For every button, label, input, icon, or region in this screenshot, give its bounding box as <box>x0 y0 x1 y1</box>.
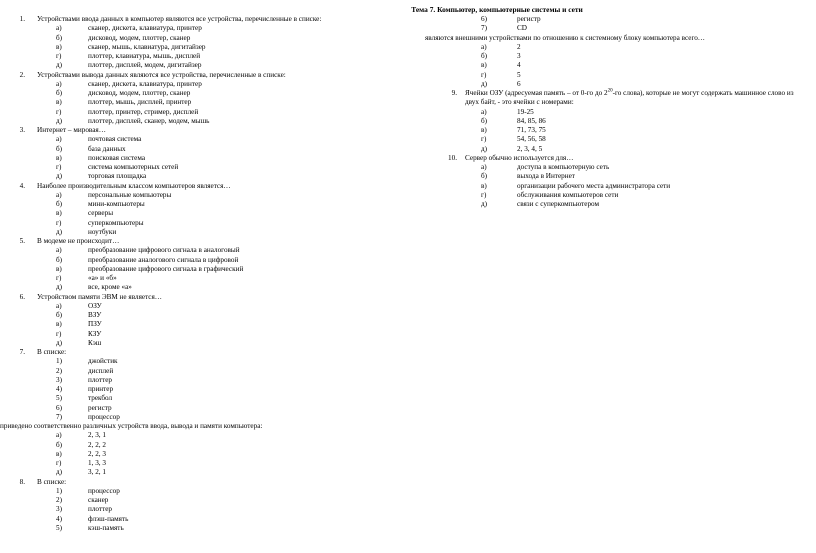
option-letter: б) <box>56 255 63 264</box>
option-text: «а» и «б» <box>88 274 117 282</box>
option-text: ВЗУ <box>88 311 102 319</box>
option-letter: а) <box>56 431 62 440</box>
answer-option <box>0 191 420 200</box>
option-text: дисплей <box>88 366 114 375</box>
right-column <box>425 15 816 209</box>
option-letter: д) <box>56 338 63 347</box>
option-text: ноутбуки <box>88 227 117 236</box>
option-letter: г) <box>56 274 62 282</box>
answer-option <box>425 52 816 61</box>
question-row <box>0 237 420 246</box>
option-letter: г) <box>56 218 62 227</box>
option-letter: в) <box>56 264 62 273</box>
option-letter: д) <box>56 468 63 477</box>
option-letter: а) <box>56 190 62 199</box>
question-number: 6. <box>19 292 25 301</box>
option-text: сканер, мышь, клавиатура, дигитайзер <box>88 42 206 51</box>
answer-option <box>425 163 816 172</box>
option-text: плоттер, дисплей, сканер, модем, мышь <box>88 116 210 125</box>
option-text: 2, 3, 4, 5 <box>517 144 543 153</box>
answer-option <box>0 135 420 144</box>
answer-option <box>0 154 420 163</box>
option-letter: 7) <box>56 412 62 421</box>
answer-option <box>0 468 420 477</box>
option-letter: а) <box>56 24 62 33</box>
option-text: 3, 2, 1 <box>88 468 106 477</box>
option-text: дисковод, модем, плоттер, сканер <box>88 89 191 97</box>
option-letter: 3) <box>56 375 62 384</box>
answer-option <box>0 339 420 348</box>
question-number: 7. <box>19 348 25 356</box>
answer-option <box>0 117 420 126</box>
option-text: персональные компьютеры <box>88 190 172 199</box>
answer-option <box>0 283 420 292</box>
option-letter: в) <box>56 320 62 329</box>
question-number: 5. <box>19 237 25 245</box>
option-letter: в) <box>56 449 62 458</box>
question-number: 8. <box>19 477 25 486</box>
option-letter: г) <box>481 70 487 79</box>
answer-option <box>425 145 816 154</box>
answer-option <box>425 191 816 200</box>
option-text: плоттер, клавиатура, мышь, дисплей <box>88 52 201 60</box>
option-text: организации рабочего места администратора сети <box>517 181 671 190</box>
answer-option <box>0 228 420 237</box>
option-letter: а) <box>56 135 62 144</box>
answer-option <box>0 98 420 107</box>
answer-option <box>0 515 420 524</box>
answer-option <box>0 274 420 283</box>
option-letter: г) <box>481 135 487 144</box>
question-number: 10. <box>448 153 457 162</box>
option-letter: д) <box>56 227 63 236</box>
option-letter: а) <box>481 42 487 51</box>
question-number: 2. <box>19 70 25 79</box>
question-row <box>0 478 420 487</box>
option-letter: д) <box>56 116 63 125</box>
option-letter: д) <box>56 61 63 70</box>
option-text: 2, 2, 2 <box>88 440 106 449</box>
answer-option <box>0 61 420 70</box>
option-text: дисковод, модем, плоттер, сканер <box>88 33 191 42</box>
option-text: принтер <box>88 385 114 393</box>
option-letter: в) <box>56 98 62 107</box>
option-text: 2 <box>517 42 521 51</box>
option-letter: в) <box>56 42 62 51</box>
option-text: плоттер, дисплей, модем, дигитайзер <box>88 61 202 70</box>
option-letter: 5) <box>56 394 62 403</box>
option-text: процессор <box>88 412 120 421</box>
option-letter: а) <box>56 79 62 88</box>
answer-option <box>0 413 420 422</box>
answer-option <box>0 200 420 209</box>
option-letter: б) <box>56 200 63 208</box>
answer-option <box>425 126 816 135</box>
option-text: 5 <box>517 70 521 79</box>
option-letter: а) <box>481 163 487 171</box>
option-text: флэш-память <box>88 514 129 523</box>
option-letter: д) <box>481 144 488 153</box>
question-text: Устройствами вывода данных являются все устройства, перечисленные в списке: <box>37 70 286 79</box>
answer-option <box>425 71 816 80</box>
option-text: связи с суперкомпьютером <box>517 200 600 208</box>
option-text: Кэш <box>88 338 102 347</box>
option-letter: б) <box>481 172 488 181</box>
question-row <box>0 71 420 80</box>
answer-option <box>0 265 420 274</box>
option-letter: д) <box>56 172 63 181</box>
option-text: плоттер <box>88 505 112 514</box>
option-letter: г) <box>481 190 487 199</box>
question-row <box>425 89 816 108</box>
answer-option <box>0 496 420 505</box>
left-column <box>0 15 420 533</box>
option-text: сканер, дискета, клавиатура, принтер <box>88 24 202 33</box>
option-text: 71, 73, 75 <box>517 126 546 134</box>
option-letter: 2) <box>56 366 62 375</box>
question-text: Наиболее производительным классом компьютеров является… <box>37 181 231 190</box>
option-letter: б) <box>56 89 63 97</box>
question-row <box>0 182 420 191</box>
option-text: 4 <box>517 61 521 70</box>
option-text: все, кроме «а» <box>88 283 132 292</box>
option-letter: в) <box>56 153 62 162</box>
option-letter: в) <box>481 181 487 190</box>
answer-option <box>0 385 420 394</box>
option-text: суперкомпьютеры <box>88 218 144 227</box>
answer-option <box>0 219 420 228</box>
answer-option <box>425 117 816 126</box>
option-letter: 1) <box>56 486 62 495</box>
option-text: 19-25 <box>517 107 534 116</box>
option-text: кэш-память <box>88 523 124 532</box>
answer-option <box>0 246 420 255</box>
question-text <box>465 89 805 108</box>
question-text-part: -го слова), которые не могут содержать машинное слово из двух байт, - это ячейки с номерами: <box>465 89 794 107</box>
question-text: В списке: <box>37 477 67 486</box>
option-letter: д) <box>481 79 488 88</box>
question-row <box>0 126 420 135</box>
option-text: процессор <box>88 486 120 495</box>
answer-option <box>0 394 420 403</box>
answer-option <box>0 431 420 440</box>
option-letter: б) <box>56 440 63 449</box>
option-text: 6 <box>517 79 521 88</box>
question-number: 9. <box>451 89 457 97</box>
question-number: 3. <box>19 126 25 134</box>
option-text: мини-компьютеры <box>88 200 145 208</box>
option-text: обслуживания компьютеров сети <box>517 190 619 199</box>
answer-option <box>425 182 816 191</box>
option-text: ПЗУ <box>88 320 102 329</box>
option-letter: 6) <box>56 403 62 412</box>
option-text: выхода в Интернет <box>517 172 575 181</box>
option-letter: 1) <box>56 357 62 366</box>
answer-option <box>425 108 816 117</box>
answer-option <box>0 209 420 218</box>
answer-option <box>425 172 816 181</box>
answer-option <box>425 200 816 209</box>
option-letter: б) <box>481 52 488 60</box>
option-letter: а) <box>481 107 487 116</box>
answer-option <box>0 302 420 311</box>
option-text: почтовая система <box>88 135 142 144</box>
option-letter: 5) <box>56 523 62 532</box>
answer-option <box>0 256 420 265</box>
question-row <box>0 15 420 24</box>
option-text: 84, 85, 86 <box>517 116 546 125</box>
option-letter: б) <box>56 311 63 319</box>
answer-option <box>0 459 420 468</box>
question-text: В модеме не происходит… <box>37 237 120 245</box>
option-letter: б) <box>56 33 63 42</box>
option-letter: г) <box>56 459 62 467</box>
option-letter: б) <box>481 116 488 125</box>
answer-option <box>0 524 420 533</box>
answer-option <box>425 61 816 70</box>
option-letter: 2) <box>56 496 62 504</box>
question-text: Сервер обычно используется для… <box>465 153 574 162</box>
option-letter: б) <box>56 144 63 153</box>
option-text: 3 <box>517 52 521 60</box>
answer-option <box>425 80 816 89</box>
option-text: ОЗУ <box>88 301 102 310</box>
option-letter: 3) <box>56 505 62 514</box>
option-letter: в) <box>481 61 487 70</box>
option-text: регистр <box>88 403 112 412</box>
option-text: поисковая система <box>88 153 146 162</box>
paragraph-text: приведено соответственно различных устройств ввода, вывода и памяти компьютера: <box>0 422 263 430</box>
answer-option <box>0 320 420 329</box>
answer-option <box>0 34 420 43</box>
option-text: 54, 56, 58 <box>517 135 546 144</box>
paragraph-text: являются внешними устройствами по отношению к системному блоку компьютера всего… <box>425 33 705 42</box>
answer-option <box>425 135 816 144</box>
option-text: система компьютерных сетей <box>88 163 179 171</box>
option-text: сканер, дискета, клавиатура, принтер <box>88 79 202 88</box>
option-letter: а) <box>56 301 62 310</box>
question-text: Интернет – мировая… <box>37 126 106 134</box>
option-text: база данных <box>88 144 126 153</box>
option-text: плоттер <box>88 375 112 384</box>
option-letter: г) <box>56 329 62 338</box>
answer-option <box>425 43 816 52</box>
option-letter: в) <box>56 209 62 218</box>
option-text: 1, 3, 3 <box>88 459 106 467</box>
option-letter: 6) <box>481 15 487 23</box>
answer-option <box>0 441 420 450</box>
question-number: 1. <box>19 15 25 23</box>
option-text: плоттер, принтер, стример, дисплей <box>88 107 199 116</box>
answer-option <box>0 52 420 61</box>
question-text: Устройством памяти ЭВМ не является… <box>37 292 162 301</box>
answer-option <box>0 145 420 154</box>
answer-option <box>425 24 816 33</box>
question-row <box>0 293 420 302</box>
option-letter: 4) <box>56 514 62 523</box>
answer-option <box>0 89 420 98</box>
answer-option <box>0 163 420 172</box>
option-letter: д) <box>481 200 488 208</box>
option-text: регистр <box>517 15 541 23</box>
option-letter: г) <box>56 163 62 171</box>
answer-option <box>0 357 420 366</box>
answer-option <box>0 367 420 376</box>
option-text: джойстик <box>88 357 118 366</box>
answer-option <box>0 330 420 339</box>
option-text: преобразование цифрового сигнала в графический <box>88 264 244 273</box>
answer-option <box>0 505 420 514</box>
option-text: трекбол <box>88 394 113 403</box>
option-text: плоттер, мышь, дисплей, принтер <box>88 98 192 107</box>
answer-option <box>0 24 420 33</box>
option-text: CD <box>517 24 527 33</box>
option-text: КЗУ <box>88 329 102 338</box>
question-row <box>425 154 816 163</box>
answer-option <box>0 43 420 52</box>
answer-option <box>0 487 420 496</box>
answer-option <box>0 108 420 117</box>
page-title: Тема 7. Компьютер, компьютерные системы и сети <box>411 5 583 14</box>
option-letter: в) <box>481 126 487 134</box>
answer-option <box>0 80 420 89</box>
option-letter: г) <box>56 52 62 60</box>
option-letter: 4) <box>56 385 62 393</box>
option-letter: а) <box>56 246 62 255</box>
exponent: 20 <box>607 88 613 94</box>
question-text-part: Ячейки ОЗУ (адресуемая память – от 0-го до 2 <box>465 89 608 97</box>
question-text: Устройствами ввода данных в компьютер являются все устройства, перечисленные в списке: <box>37 15 322 23</box>
option-letter: 7) <box>481 24 487 33</box>
option-text: преобразование цифрового сигнала в аналоговый <box>88 246 240 255</box>
option-letter: д) <box>56 283 63 292</box>
question-number: 4. <box>19 181 25 190</box>
option-text: преобразование аналогового сигнала в цифровой <box>88 255 239 264</box>
answer-option <box>0 311 420 320</box>
option-text: торговая площадка <box>88 172 147 181</box>
option-text: доступа в компьютерную сеть <box>517 163 610 171</box>
option-text: сканер <box>88 496 109 504</box>
answer-option <box>0 450 420 459</box>
option-text: 2, 3, 1 <box>88 431 106 440</box>
answer-option <box>425 15 816 24</box>
question-row <box>0 348 420 357</box>
option-text: 2, 2, 3 <box>88 449 106 458</box>
option-text: серверы <box>88 209 114 218</box>
question-text: В списке: <box>37 348 67 356</box>
option-letter: г) <box>56 107 62 116</box>
answer-option <box>0 376 420 385</box>
answer-option <box>0 404 420 413</box>
answer-option <box>0 172 420 181</box>
